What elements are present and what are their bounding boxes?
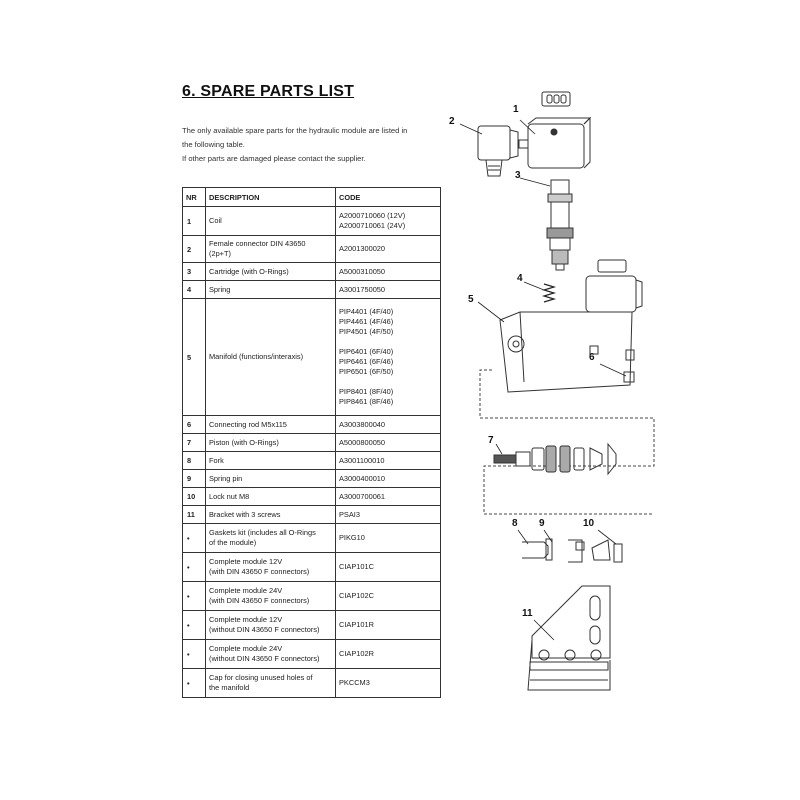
code-gap — [339, 377, 437, 387]
row-description — [206, 452, 336, 470]
piston-part — [494, 444, 616, 474]
row-nr: 2 — [183, 236, 206, 263]
code-line: A3001750050 — [339, 284, 386, 294]
table-row — [183, 640, 441, 669]
row-nr: 7 — [183, 434, 206, 452]
row-description — [206, 207, 336, 236]
row-code — [336, 669, 441, 698]
row-description — [206, 640, 336, 669]
code-line: CIAP102R — [339, 649, 374, 658]
row-code — [336, 207, 441, 236]
row-nr: 10 — [183, 488, 206, 506]
code-line: CIAP101C — [339, 562, 374, 571]
table-row — [183, 263, 441, 281]
row-nr: 4 — [183, 281, 206, 299]
code-line: PIP4501 (4F/50) — [339, 327, 394, 336]
description-line: Cap for closing unused holes of — [209, 673, 313, 682]
row-code — [336, 582, 441, 611]
code-line: PIP6461 (6F/46) — [339, 357, 394, 366]
code-line: PIKG10 — [339, 533, 365, 542]
description-line: of the module) — [209, 538, 257, 547]
table-row — [183, 524, 441, 553]
intro-line: the following table. — [182, 140, 245, 149]
callout-3: 3 — [515, 170, 521, 181]
row-description — [206, 611, 336, 640]
row-nr: • — [183, 669, 206, 698]
row-code — [336, 553, 441, 582]
table-row — [183, 281, 441, 299]
description-line: Fork — [209, 455, 224, 465]
row-description — [206, 524, 336, 553]
bracket-part — [528, 586, 610, 690]
callout-8: 8 — [512, 518, 518, 529]
intro-line: The only available spare parts for the hydraulic module are listed in — [182, 126, 408, 135]
description-line: Lock nut M8 — [209, 491, 250, 501]
table-row — [183, 207, 441, 236]
row-code — [336, 236, 441, 263]
callout-10: 10 — [583, 518, 595, 529]
description-line: Gaskets kit (includes all O-Rings — [209, 528, 316, 537]
table-body — [183, 207, 441, 698]
code-line: PIP8401 (8F/40) — [339, 387, 394, 396]
row-code — [336, 524, 441, 553]
description-line: the manifold — [209, 683, 250, 692]
row-code — [336, 263, 441, 281]
code-line: PKCCM3 — [339, 678, 370, 687]
description-line: (without DIN 43650 F connectors) — [209, 625, 320, 634]
row-description — [206, 416, 336, 434]
code-line: A3003800040 — [339, 419, 386, 429]
description-line: Complete module 24V — [209, 586, 283, 595]
spring-part — [544, 284, 554, 302]
row-description — [206, 506, 336, 524]
row-description — [206, 582, 336, 611]
callout-1: 1 — [513, 104, 519, 115]
spare-parts-table — [182, 187, 441, 698]
description-line: Complete module 12V — [209, 557, 283, 566]
row-description — [206, 669, 336, 698]
row-nr: • — [183, 582, 206, 611]
row-nr: 5 — [183, 299, 206, 416]
row-nr: 8 — [183, 452, 206, 470]
table-row — [183, 416, 441, 434]
callout-9: 9 — [539, 518, 545, 529]
leader-lines — [460, 120, 626, 640]
table-row — [183, 506, 441, 524]
code-line: PIP4461 (4F/46) — [339, 317, 394, 326]
description-line: (2p+T) — [209, 249, 231, 258]
description-line: (with DIN 43650 F connectors) — [209, 596, 310, 605]
code-line: PIP4401 (4F/40) — [339, 307, 394, 316]
row-nr: • — [183, 553, 206, 582]
row-description — [206, 281, 336, 299]
code-line: CIAP101R — [339, 620, 374, 629]
row-code — [336, 506, 441, 524]
table-row — [183, 470, 441, 488]
linkage-dashed-line — [480, 370, 654, 514]
row-description — [206, 470, 336, 488]
intro-text — [182, 124, 432, 166]
table-row — [183, 611, 441, 640]
row-description — [206, 299, 336, 416]
code-line: PIP6501 (6F/50) — [339, 367, 394, 376]
table-row — [183, 452, 441, 470]
row-code — [336, 434, 441, 452]
description-line: Coil — [209, 216, 222, 225]
row-nr: 1 — [183, 207, 206, 236]
code-line: A3000700061 — [339, 491, 386, 501]
code-line: A5000800050 — [339, 437, 386, 447]
code-line: A3001100010 — [339, 455, 385, 465]
row-nr: 9 — [183, 470, 206, 488]
table-row — [183, 582, 441, 611]
header-nr: NR — [183, 188, 206, 207]
callout-6: 6 — [589, 352, 595, 363]
description-line: Manifold (functions/interaxis) — [209, 352, 304, 361]
row-description — [206, 263, 336, 281]
code-line: CIAP102C — [339, 591, 374, 600]
table-row — [183, 236, 441, 263]
code-line: PIP8461 (8F/46) — [339, 397, 394, 406]
page-title: 6. SPARE PARTS LIST — [182, 83, 355, 100]
row-code — [336, 299, 441, 416]
description-line: Spring pin — [209, 473, 243, 483]
row-code — [336, 470, 441, 488]
callout-7: 7 — [488, 435, 494, 446]
row-nr: • — [183, 611, 206, 640]
code-line: A2001300020 — [339, 244, 386, 253]
table-row — [183, 488, 441, 506]
row-code — [336, 640, 441, 669]
intro-line: If other parts are damaged please contact the supplier. — [182, 154, 366, 163]
row-description — [206, 488, 336, 506]
description-line: Spring — [209, 284, 231, 294]
code-line: A2000710060 (12V) — [339, 211, 406, 220]
row-nr: 11 — [183, 506, 206, 524]
fork-pin-nut-parts — [522, 539, 622, 562]
description-line: Piston (with O-Rings) — [209, 437, 279, 447]
callout-4: 4 — [517, 273, 523, 284]
row-nr: • — [183, 640, 206, 669]
table-row — [183, 299, 441, 416]
row-nr: • — [183, 524, 206, 553]
callout-5: 5 — [468, 294, 474, 305]
row-code — [336, 611, 441, 640]
row-nr: 3 — [183, 263, 206, 281]
row-code — [336, 452, 441, 470]
row-code — [336, 416, 441, 434]
description-line: (with DIN 43650 F connectors) — [209, 567, 310, 576]
description-line: Cartridge (with O-Rings) — [209, 266, 289, 276]
code-line: A2000710061 (24V) — [339, 221, 406, 230]
row-code — [336, 281, 441, 299]
header-description: DESCRIPTION — [206, 188, 336, 207]
table-row — [183, 669, 441, 698]
table-header-row — [183, 188, 441, 207]
row-description — [206, 236, 336, 263]
row-description — [206, 434, 336, 452]
code-line: A5000310050 — [339, 266, 386, 276]
code-line: PIP6401 (6F/40) — [339, 347, 394, 356]
callout-11: 11 — [522, 608, 533, 619]
connector-part — [478, 126, 518, 176]
description-line: Bracket with 3 screws — [209, 509, 281, 519]
description-line: Complete module 12V — [209, 615, 283, 624]
description-line: Complete module 24V — [209, 644, 283, 653]
table-row — [183, 434, 441, 452]
callout-2: 2 — [449, 116, 455, 127]
exploded-view-diagram — [440, 80, 660, 710]
code-line: A3000400010 — [339, 473, 386, 483]
header-code: CODE — [336, 188, 441, 207]
coil-part — [519, 92, 590, 168]
description-line: Female connector DIN 43650 — [209, 239, 306, 248]
row-code — [336, 488, 441, 506]
row-nr: 6 — [183, 416, 206, 434]
code-gap — [339, 337, 437, 347]
table-row — [183, 553, 441, 582]
cartridge-part — [547, 180, 573, 270]
code-line: PSAI3 — [339, 509, 360, 519]
description-line: (without DIN 43650 F connectors) — [209, 654, 320, 663]
description-line: Connecting rod M5x115 — [209, 419, 287, 429]
row-description — [206, 553, 336, 582]
